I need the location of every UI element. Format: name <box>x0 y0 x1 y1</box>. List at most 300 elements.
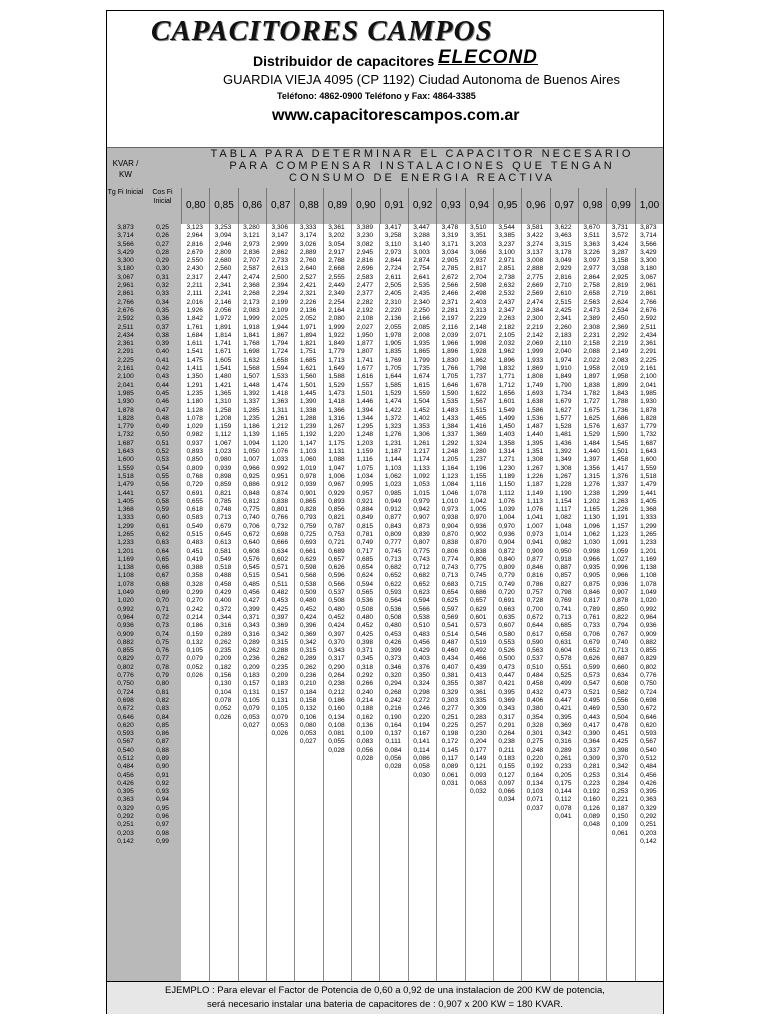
cos-value: 0,33 <box>156 290 169 298</box>
factor-cell: 1,299 <box>640 522 657 530</box>
factor-cell: 0,080 <box>299 721 317 729</box>
table-row <box>107 581 663 589</box>
table-row <box>107 647 663 655</box>
factor-cell: 1,761 <box>186 323 203 331</box>
factor-cell: 1,271 <box>498 456 515 464</box>
cos-value: 0,66 <box>156 564 169 572</box>
cos-value: 0,46 <box>156 398 169 406</box>
factor-cell: 1,766 <box>441 365 459 373</box>
factor-cell: 3,147 <box>271 232 288 240</box>
factor-cell: 3,237 <box>498 240 515 248</box>
factor-cell: 2,587 <box>243 265 260 273</box>
tg-value: 0,964 <box>117 613 134 621</box>
factor-cell: 0,549 <box>186 522 203 530</box>
factor-cell: 1,299 <box>611 489 629 497</box>
factor-cell: 3,003 <box>413 248 430 256</box>
factor-cell: 2,676 <box>640 306 657 314</box>
factor-cell: 1,042 <box>469 497 487 505</box>
factor-cell: 1,096 <box>583 522 600 530</box>
factor-cell: 2,394 <box>271 282 288 290</box>
factor-cell: 0,027 <box>299 738 317 746</box>
factor-cell: 2,282 <box>356 298 374 306</box>
factor-cell: 2,371 <box>441 298 459 306</box>
factor-cell: 2,250 <box>413 306 430 314</box>
factor-cell: 1,674 <box>413 373 430 381</box>
factor-cell: 0,425 <box>611 738 629 746</box>
factor-cell: 2,973 <box>384 248 402 256</box>
tg-value: 2,225 <box>117 356 134 364</box>
factor-cell: 0,292 <box>356 672 374 680</box>
factor-cell: 0,966 <box>611 572 629 580</box>
distributor-label: Distribuidor de capacitores <box>253 53 435 69</box>
factor-cell: 1,737 <box>469 373 487 381</box>
factor-cell: 0,789 <box>583 605 600 613</box>
factor-cell: 1,314 <box>498 448 515 456</box>
factor-cell: 1,625 <box>583 414 600 422</box>
factor-cell: 0,859 <box>214 481 232 489</box>
table-row <box>107 456 663 464</box>
factor-cell: 0,749 <box>356 539 374 547</box>
table-row <box>107 597 663 605</box>
kvar-kw-label: KVAR / KW <box>112 159 139 179</box>
factor-cell: 2,040 <box>555 348 572 356</box>
factor-cell: 3,140 <box>413 240 430 248</box>
factor-cell: 3,361 <box>328 224 345 231</box>
factor-cell: 0,964 <box>640 613 657 621</box>
table-banner <box>181 148 663 188</box>
table-row <box>107 299 663 307</box>
factor-cell: 0,485 <box>243 580 260 588</box>
factor-cell: 0,093 <box>469 771 487 779</box>
factor-cell: 3,873 <box>640 224 657 231</box>
table-row <box>107 796 663 804</box>
cos-value: 0,70 <box>156 597 169 605</box>
factor-cell: 1,138 <box>640 564 657 572</box>
factor-cell: 1,108 <box>640 572 657 580</box>
factor-cell: 0,270 <box>186 597 203 605</box>
factor-cell: 0,775 <box>243 506 260 514</box>
factor-cell: 2,477 <box>356 282 374 290</box>
factor-cell: 0,242 <box>186 605 203 613</box>
tg-value: 1,600 <box>117 456 134 464</box>
factor-cell: 0,682 <box>413 572 430 580</box>
factor-cell: 0,576 <box>243 555 260 563</box>
factor-cell: 1,842 <box>186 315 203 323</box>
factor-cell: 0,640 <box>243 539 260 547</box>
cos-value: 0,44 <box>156 381 169 389</box>
factor-cell: 0,466 <box>469 655 487 663</box>
factor-cell: 0,482 <box>271 589 288 597</box>
factor-cell: 0,381 <box>441 672 459 680</box>
table-row <box>107 705 663 713</box>
factor-cell: 2,888 <box>526 265 544 273</box>
tg-value: 1,559 <box>117 464 134 472</box>
factor-cell: 0,626 <box>583 655 600 663</box>
factor-cell: 0,873 <box>413 522 430 530</box>
table-row <box>107 382 663 390</box>
factor-cell: 0,996 <box>611 564 629 572</box>
factor-cell: 0,781 <box>356 530 374 538</box>
factor-cell: 1,076 <box>498 497 515 505</box>
table-row <box>107 224 663 232</box>
factor-cell: 0,387 <box>469 680 487 688</box>
factor-cell: 0,515 <box>243 572 260 580</box>
factor-cell: 0,478 <box>611 721 629 729</box>
tg-value: 0,776 <box>117 672 134 680</box>
factor-cell: 3,566 <box>640 240 657 248</box>
factor-cell: 0,484 <box>526 672 544 680</box>
factor-cell: 0,257 <box>469 721 487 729</box>
factor-cell: 1,685 <box>299 356 317 364</box>
factor-cell: 2,658 <box>583 290 600 298</box>
factor-cell: 1,103 <box>384 464 402 472</box>
tg-value: 2,361 <box>117 340 134 348</box>
factor-cell: 0,740 <box>611 638 629 646</box>
factor-cell: 3,121 <box>243 232 260 240</box>
factor-cell: 0,715 <box>469 580 487 588</box>
factor-cell: 0,787 <box>328 522 345 530</box>
factor-cell: 0,343 <box>498 705 515 713</box>
factor-cell: 0,607 <box>498 622 515 630</box>
factor-cell: 1,421 <box>214 381 232 389</box>
factor-cell: 0,732 <box>271 522 288 530</box>
factor-cell: 2,766 <box>640 298 657 306</box>
cos-value: 0,62 <box>156 530 169 538</box>
factor-cell: 1,418 <box>271 389 288 397</box>
factor-cell: 1,007 <box>526 522 544 530</box>
tg-value: 0,698 <box>117 696 134 704</box>
factor-cell: 1,337 <box>611 481 629 489</box>
factor-cell: 0,175 <box>555 779 572 787</box>
factor-cell: 1,441 <box>640 489 657 497</box>
factor-cell: 0,419 <box>186 555 203 563</box>
factor-cell: 0,335 <box>469 696 487 704</box>
tg-value: 2,676 <box>117 306 134 314</box>
factor-cell: 0,225 <box>441 721 459 729</box>
factor-cell: 1,202 <box>583 497 600 505</box>
factor-cell: 0,766 <box>271 514 288 522</box>
factor-cell: 1,169 <box>640 555 657 563</box>
factor-cell: 0,294 <box>384 680 402 688</box>
factor-cell: 0,654 <box>356 564 374 572</box>
website-link[interactable]: www.capacitorescampos.com.ar <box>272 107 520 124</box>
factor-cell: 1,390 <box>299 398 317 406</box>
factor-cell: 0,210 <box>299 680 317 688</box>
factor-cell: 1,933 <box>526 356 544 364</box>
factor-cell: 1,557 <box>356 381 374 389</box>
factor-cell: 0,745 <box>469 572 487 580</box>
factor-cell: 1,333 <box>640 514 657 522</box>
factor-cell: 0,355 <box>441 680 459 688</box>
cos-value: 0,92 <box>156 779 169 787</box>
cos-value: 0,65 <box>156 555 169 563</box>
factor-cell: 0,395 <box>640 788 657 796</box>
factor-cell: 1,588 <box>328 373 345 381</box>
factor-cell: 1,338 <box>299 406 317 414</box>
factor-cell: 0,397 <box>271 613 288 621</box>
factor-cell: 0,158 <box>299 696 317 704</box>
factor-cell: 0,907 <box>413 514 430 522</box>
factor-cell: 3,319 <box>441 232 459 240</box>
table-row <box>107 548 663 556</box>
cos-value: 0,90 <box>156 763 169 771</box>
cos-value: 0,35 <box>156 306 169 314</box>
factor-cell: 3,202 <box>328 232 345 240</box>
cos-value: 0,83 <box>156 705 169 713</box>
factor-cell: 0,328 <box>526 721 544 729</box>
table-row <box>107 315 663 323</box>
cos-value: 0,47 <box>156 406 169 414</box>
factor-cell: 2,719 <box>611 290 629 298</box>
factor-cell: 0,373 <box>384 655 402 663</box>
factor-cell: 1,632 <box>243 356 260 364</box>
factor-cell: 2,254 <box>328 298 345 306</box>
factor-cell: 0,104 <box>214 688 232 696</box>
factor-cell: 0,644 <box>526 622 544 630</box>
factor-cell: 0,925 <box>243 472 260 480</box>
factor-cell: 1,615 <box>413 381 430 389</box>
factor-cell: 0,432 <box>526 688 544 696</box>
cos-value: 0,55 <box>156 472 169 480</box>
factor-cell: 3,258 <box>384 232 402 240</box>
cos-value: 0,99 <box>156 837 169 845</box>
factor-cell: 2,534 <box>611 306 629 314</box>
factor-cell: 0,160 <box>328 705 345 713</box>
factor-cell: 1,075 <box>356 464 374 472</box>
factor-cell: 1,265 <box>640 530 657 538</box>
factor-cell: 0,645 <box>214 530 232 538</box>
factor-cell: 2,080 <box>328 315 345 323</box>
factor-cell: 3,038 <box>611 265 629 273</box>
factor-cell: 0,812 <box>243 497 260 505</box>
factor-cell: 0,877 <box>384 514 402 522</box>
factor-cell: 2,563 <box>583 298 600 306</box>
factor-cell: 0,634 <box>271 547 288 555</box>
factor-cell: 2,889 <box>299 248 317 256</box>
factor-cell: 2,361 <box>640 340 657 348</box>
factor-cell: 1,928 <box>469 348 487 356</box>
factor-cell: 0,848 <box>243 489 260 497</box>
factor-cell: 1,922 <box>328 331 345 339</box>
factor-cell: 1,187 <box>384 448 402 456</box>
factor-cell: 0,458 <box>214 580 232 588</box>
factor-cell: 0,720 <box>498 589 515 597</box>
factor-cell: 0,041 <box>555 813 572 821</box>
tg-value: 0,512 <box>117 755 134 762</box>
factor-cell: 0,144 <box>555 788 572 796</box>
cos-header-5: 0,89 <box>323 188 351 224</box>
factor-cell: 0,150 <box>611 813 629 821</box>
factor-cell: 0,301 <box>526 730 544 738</box>
factor-cell: 1,078 <box>469 489 487 497</box>
factor-cell: 0,878 <box>611 597 629 605</box>
factor-cell: 0,865 <box>299 497 317 505</box>
factor-cell: 0,565 <box>356 589 374 597</box>
factor-cell: 0,268 <box>384 688 402 696</box>
factor-cell: 0,452 <box>299 605 317 613</box>
factor-cell: 0,230 <box>469 730 487 738</box>
factor-cell: 0,106 <box>299 713 317 721</box>
factor-cell: 2,294 <box>271 290 288 298</box>
factor-cell: 0,177 <box>469 746 487 754</box>
factor-cell: 1,230 <box>498 464 515 472</box>
cos-value: 0,89 <box>156 755 169 762</box>
factor-cell: 0,538 <box>299 580 317 588</box>
factor-cell: 0,398 <box>356 638 374 646</box>
factor-cell: 0,504 <box>611 713 629 721</box>
factor-cell: 2,632 <box>498 282 515 290</box>
tg-value: 1,441 <box>117 489 134 497</box>
factor-cell: 2,527 <box>299 273 317 281</box>
table-row <box>107 265 663 273</box>
factor-cell: 2,281 <box>441 306 459 314</box>
factor-cell: 0,929 <box>328 489 345 497</box>
factor-cell: 0,066 <box>498 788 515 796</box>
factor-cell: 0,857 <box>555 572 572 580</box>
factor-cell: 0,447 <box>555 696 572 704</box>
tg-value: 0,329 <box>117 804 134 812</box>
factor-cell: 0,027 <box>243 721 260 729</box>
factor-cell: 1,007 <box>243 456 260 464</box>
cos-value: 0,60 <box>156 514 169 522</box>
factor-cell: 1,646 <box>441 381 459 389</box>
table-row <box>107 539 663 547</box>
factor-cell: 1,186 <box>243 423 260 431</box>
factor-cell: 0,030 <box>413 771 430 779</box>
factor-cell: 3,174 <box>299 232 317 240</box>
factor-cell: 0,541 <box>271 572 288 580</box>
factor-cell: 3,544 <box>498 224 515 231</box>
factor-cell: 1,403 <box>498 431 515 439</box>
factor-cell: 1,627 <box>555 406 572 414</box>
factor-cell: 0,190 <box>384 713 402 721</box>
factor-cell: 0,248 <box>526 746 544 754</box>
factor-cell: 1,076 <box>271 448 288 456</box>
factor-cell: 0,566 <box>328 580 345 588</box>
factor-cell: 1,705 <box>384 365 402 373</box>
factor-cell: 0,802 <box>640 663 657 671</box>
factor-cell: 0,242 <box>384 696 402 704</box>
factor-cell: 1,248 <box>441 448 459 456</box>
tg-value: 2,161 <box>117 365 134 373</box>
factor-cell: 3,731 <box>611 224 629 231</box>
factor-cell: 1,029 <box>186 423 203 431</box>
factor-cell: 0,221 <box>611 796 629 804</box>
tg-value: 0,426 <box>117 779 134 787</box>
factor-cell: 0,188 <box>356 705 374 713</box>
factor-cell: 0,214 <box>356 696 374 704</box>
factor-cell: 0,109 <box>356 730 374 738</box>
factor-cell: 0,424 <box>328 622 345 630</box>
cos-value: 0,42 <box>156 365 169 373</box>
factor-cell: 2,917 <box>328 248 345 256</box>
factor-cell: 0,909 <box>526 547 544 555</box>
factor-cell: 1,041 <box>526 514 544 522</box>
factor-cell: 2,758 <box>583 282 600 290</box>
factor-cell: 0,061 <box>611 829 629 837</box>
cos-value: 0,86 <box>156 730 169 738</box>
table-row <box>107 431 663 439</box>
factor-cell: 0,121 <box>469 763 487 771</box>
cos-header-1: 0,85 <box>209 188 237 224</box>
factor-cell: 0,317 <box>498 713 515 721</box>
factor-cell: 0,451 <box>611 730 629 738</box>
factor-cell: 0,995 <box>356 481 374 489</box>
cos-value: 0,74 <box>156 630 169 638</box>
factor-cell: 1,267 <box>555 472 572 480</box>
factor-cell: 0,399 <box>384 647 402 655</box>
factor-cell: 1,693 <box>526 389 544 397</box>
cos-value: 0,78 <box>156 663 169 671</box>
cos-value: 0,96 <box>156 813 169 821</box>
factor-cell: 0,601 <box>469 613 487 621</box>
cos-header-11: 0,95 <box>493 188 521 224</box>
factor-cell: 0,657 <box>328 555 345 563</box>
cos-value: 0,91 <box>156 771 169 779</box>
factor-cell: 0,350 <box>413 672 430 680</box>
factor-cell: 0,439 <box>469 663 487 671</box>
factor-cell: 1,159 <box>214 423 232 431</box>
factor-cell: 0,500 <box>498 655 515 663</box>
factor-cell: 0,510 <box>526 663 544 671</box>
factor-cell: 0,233 <box>555 763 572 771</box>
cos-value: 0,59 <box>156 506 169 514</box>
factor-cell: 1,014 <box>555 530 572 538</box>
table-row <box>107 448 663 456</box>
factor-cell: 0,729 <box>186 481 203 489</box>
cos-value: 0,84 <box>156 713 169 721</box>
factor-cell: 1,112 <box>215 431 232 439</box>
factor-cell: 0,537 <box>328 589 345 597</box>
tg-value: 1,169 <box>117 555 134 563</box>
factor-cell: 0,358 <box>186 572 203 580</box>
factor-cell: 1,267 <box>526 464 544 472</box>
factor-cell: 0,317 <box>328 655 345 663</box>
factor-cell: 0,939 <box>214 464 232 472</box>
factor-cell: 1,656 <box>498 389 515 397</box>
factor-cell: 0,846 <box>583 589 600 597</box>
factor-cell: 0,951 <box>271 472 288 480</box>
factor-cell: 0,183 <box>498 755 515 762</box>
factor-cell: 1,473 <box>328 389 345 397</box>
factor-cell: 2,425 <box>555 306 572 314</box>
factor-cell: 2,704 <box>469 273 487 281</box>
factor-cell: 0,743 <box>441 564 459 572</box>
factor-cell: 1,365 <box>214 389 232 397</box>
factor-cell: 0,220 <box>413 713 430 721</box>
factor-cell: 0,292 <box>640 813 657 821</box>
factor-cell: 0,536 <box>384 605 402 613</box>
factor-cell: 0,693 <box>299 539 317 547</box>
factor-cell: 2,710 <box>555 282 572 290</box>
factor-cell: 1,030 <box>583 539 600 547</box>
factor-cell: 0,281 <box>583 763 600 771</box>
tg-value: 0,646 <box>117 713 134 721</box>
table-row <box>107 257 663 265</box>
tg-value: 0,909 <box>117 630 134 638</box>
factor-cell: 2,680 <box>214 257 232 265</box>
factor-cell: 0,052 <box>186 663 203 671</box>
factor-cell: 1,157 <box>611 522 629 530</box>
factor-cell: 1,559 <box>640 464 657 472</box>
factor-cell: 2,566 <box>441 282 459 290</box>
banner-line-3: CONSUMO DE ENERGIA REACTIVA <box>289 172 555 184</box>
cos-value: 0,95 <box>156 804 169 812</box>
factor-cell: 1,015 <box>413 489 430 497</box>
factor-cell: 0,209 <box>214 655 232 663</box>
factor-cell: 2,760 <box>299 257 317 265</box>
cos-header-14: 0,98 <box>578 188 606 224</box>
